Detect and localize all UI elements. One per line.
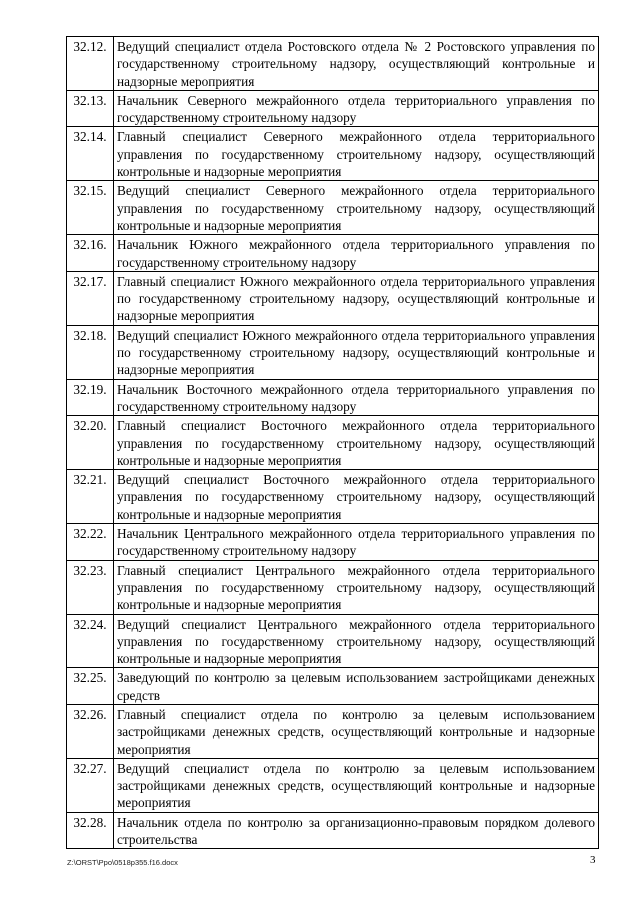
row-text: Начальник отдела по контролю за организационно-правовым порядком долевого строительства xyxy=(114,812,599,849)
row-text: Главный специалист отдела по контролю за целевым использованием застройщиками денежных средств, осуществляющий контрольные и надзорные мероприятия xyxy=(114,704,599,758)
table-row xyxy=(67,668,599,705)
row-number: 32.24. xyxy=(67,614,114,668)
row-text: Начальник Центрального межрайонного отдела территориального управления по государственному строительному надзору xyxy=(114,524,599,561)
positions-table xyxy=(66,36,599,849)
table-row xyxy=(67,524,599,561)
row-number: 32.21. xyxy=(67,470,114,524)
row-number: 32.27. xyxy=(67,758,114,812)
row-number: 32.16. xyxy=(67,235,114,272)
row-text: Главный специалист Северного межрайонного отдела территориального управления по государственному строительному надзору, осуществляющий контрольные и надзорные мероприятия xyxy=(114,127,599,181)
table-row xyxy=(67,812,599,849)
row-number: 32.25. xyxy=(67,668,114,705)
table-row xyxy=(67,470,599,524)
row-text: Начальник Восточного межрайонного отдела территориального управления по государственному строительному надзору xyxy=(114,379,599,416)
table-row xyxy=(67,416,599,470)
row-text: Ведущий специалист Центрального межрайонного отдела территориального управления по государственному строительному надзору, осуществляющий контрольные и надзорные мероприятия xyxy=(114,614,599,668)
table-row xyxy=(67,127,599,181)
table-row xyxy=(67,614,599,668)
row-number: 32.22. xyxy=(67,524,114,561)
table-row xyxy=(67,704,599,758)
row-number: 32.14. xyxy=(67,127,114,181)
row-number: 32.19. xyxy=(67,379,114,416)
row-number: 32.18. xyxy=(67,325,114,379)
row-text: Ведущий специалист Северного межрайонного отдела территориального управления по государственному строительному надзору, осуществляющий контрольные и надзорные мероприятия xyxy=(114,181,599,235)
row-number: 32.26. xyxy=(67,704,114,758)
page-number: 3 xyxy=(590,854,596,866)
row-text: Ведущий специалист отдела по контролю за целевым использованием застройщиками денежных средств, осуществляющий контрольные и надзорные мероприятия xyxy=(114,758,599,812)
table-row xyxy=(67,379,599,416)
row-text: Ведущий специалист отдела Ростовского отдела № 2 Ростовского управления по государственному строительному надзору, осуществляющий контрольные и надзорные мероприятия xyxy=(114,37,599,91)
row-number: 32.23. xyxy=(67,560,114,614)
row-text: Главный специалист Южного межрайонного отдела территориального управления по государственному строительному надзору, осуществляющий контрольные и надзорные мероприятия xyxy=(114,271,599,325)
table-row xyxy=(67,37,599,91)
row-text: Начальник Южного межрайонного отдела территориального управления по государственному строительному надзору xyxy=(114,235,599,272)
table-row xyxy=(67,560,599,614)
table-row xyxy=(67,235,599,272)
row-number: 32.12. xyxy=(67,37,114,91)
table-row xyxy=(67,758,599,812)
row-text: Главный специалист Восточного межрайонного отдела территориального управления по государственному строительному надзору, осуществляющий контрольные и надзорные мероприятия xyxy=(114,416,599,470)
row-text: Главный специалист Центрального межрайонного отдела территориального управления по государственному строительному надзору, осуществляющий контрольные и надзорные мероприятия xyxy=(114,560,599,614)
row-text: Ведущий специалист Южного межрайонного отдела территориального управления по государственному строительному надзору, осуществляющий контрольные и надзорные мероприятия xyxy=(114,325,599,379)
table-row xyxy=(67,325,599,379)
row-text: Ведущий специалист Восточного межрайонного отдела территориального управления по государственному строительному надзору, осуществляющий контрольные и надзорные мероприятия xyxy=(114,470,599,524)
row-number: 32.28. xyxy=(67,812,114,849)
footer-file-path: Z:\ORST\Ppo\0518p355.f16.docx xyxy=(67,858,178,867)
table-row xyxy=(67,90,599,127)
row-number: 32.15. xyxy=(67,181,114,235)
table-row xyxy=(67,181,599,235)
row-number: 32.13. xyxy=(67,90,114,127)
row-text: Заведующий по контролю за целевым использованием застройщиками денежных средств xyxy=(114,668,599,705)
row-number: 32.17. xyxy=(67,271,114,325)
table-row xyxy=(67,271,599,325)
row-text: Начальник Северного межрайонного отдела территориального управления по государственному строительному надзору xyxy=(114,90,599,127)
row-number: 32.20. xyxy=(67,416,114,470)
